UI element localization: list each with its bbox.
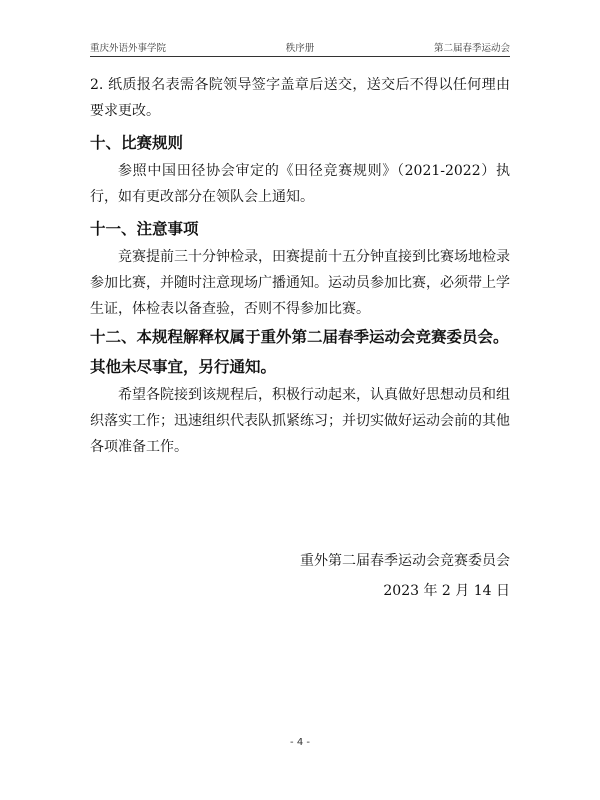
page-number: - 4 - xyxy=(290,737,310,748)
header-event-name: 第二届春季运动会 xyxy=(433,43,510,54)
header-document-title: 秩序册 xyxy=(285,43,315,54)
section-11-heading: 十一、注意事项 xyxy=(90,220,199,238)
document-body xyxy=(90,72,510,460)
section-12-heading: 十二、本规程解释权属于重外第二届春季运动会竞赛委员会。其他未尽事宜，另行通知。 xyxy=(90,328,509,376)
signature-organization: 重外第二届春季运动会竞赛委员会 xyxy=(300,553,510,569)
signature-date: 2023 年 2 月 14 日 xyxy=(383,583,510,599)
registration-note-item-2: 2. 纸质报名表需各院领导签字盖章后送交，送交后不得以任何理由要求更改。 xyxy=(90,77,510,119)
section-11-paragraph: 竞赛提前三十分钟检录，田赛提前十五分钟直接到比赛场地检录参加比赛，并随时注意现场广播通知。运动员参加比赛，必须带上学生证，体检表以备查验，否则不得参加比赛。 xyxy=(90,249,510,317)
page-header xyxy=(90,36,510,57)
closing-paragraph: 希望各院接到该规程后，积极行动起来，认真做好思想动员和组织落实工作；迅速组织代表队抓紧练习；并切实做好运动会前的其他各项准备工作。 xyxy=(90,387,510,455)
section-10-paragraph: 参照中国田径协会审定的《田径竞赛规则》（2021-2022）执行，如有更改部分在领队会上通知。 xyxy=(90,163,510,205)
section-10-heading: 十、比赛规则 xyxy=(90,134,184,152)
header-school-name: 重庆外语外事学院 xyxy=(90,43,167,54)
